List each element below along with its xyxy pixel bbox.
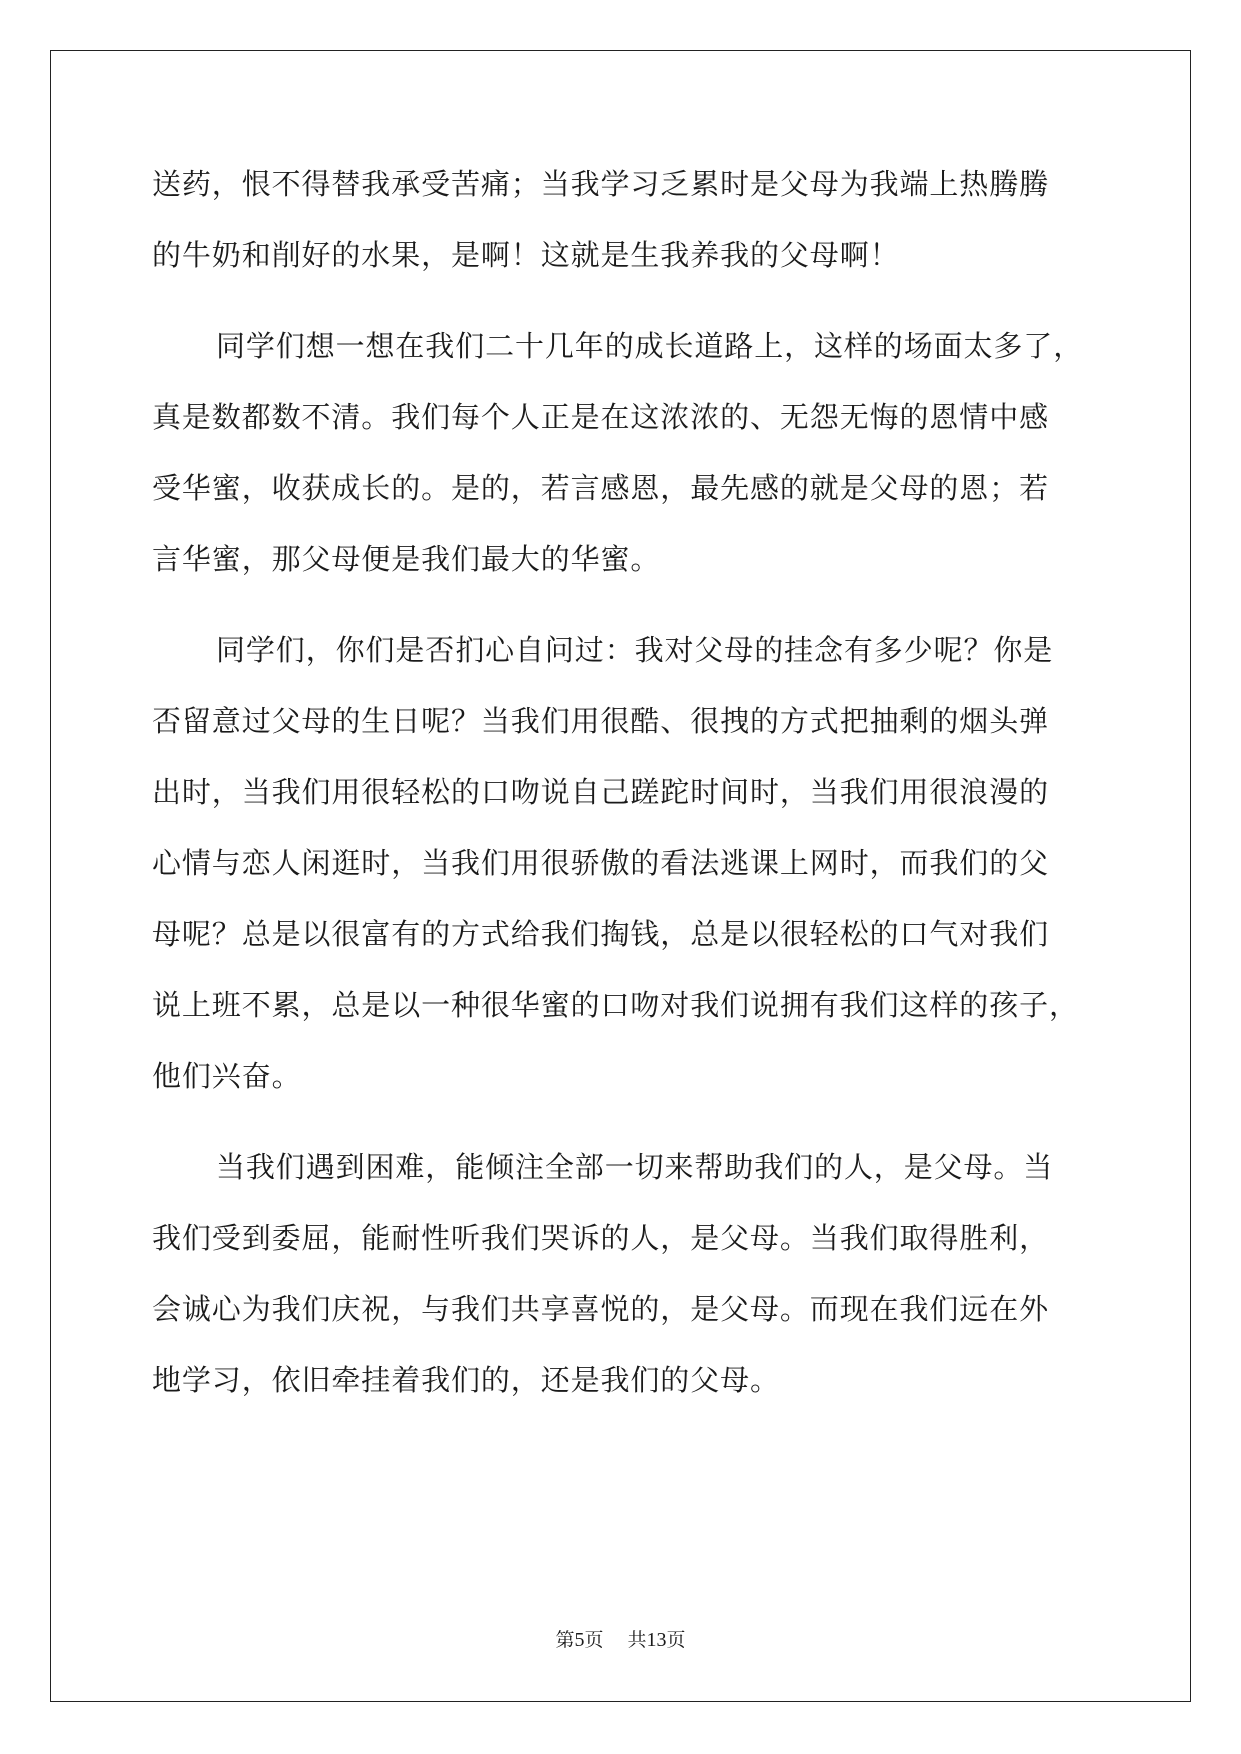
text-line: 出时，当我们用很轻松的口吻说自己蹉跎时间时，当我们用很浪漫的 xyxy=(152,775,1050,809)
footer-total-prefix: 共 xyxy=(627,1629,647,1651)
text-line: 说上班不累，总是以一种很华蜜的口吻对我们说拥有我们这样的孩子， xyxy=(152,988,1079,1022)
text-line: 受华蜜，收获成长的。是的，若言感恩，最先感的就是父母的恩；若 xyxy=(152,471,1050,505)
text-line: 同学们，你们是否扪心自问过：我对父母的挂念有多少呢？你是 xyxy=(216,633,1054,667)
total-pages: 13 xyxy=(646,1629,667,1651)
page-footer xyxy=(0,1628,1241,1652)
text-line: 当我们遇到困难，能倾注全部一切来帮助我们的人，是父母。当 xyxy=(216,1150,1054,1184)
text-line: 母呢？总是以很富有的方式给我们掏钱，总是以很轻松的口气对我们 xyxy=(152,917,1050,951)
page-number: 5 xyxy=(574,1629,585,1651)
text-line: 地学习，依旧牵挂着我们的，还是我们的父母。 xyxy=(152,1363,780,1397)
footer-prefix: 第 xyxy=(555,1629,575,1651)
footer-total-suffix: 页 xyxy=(666,1629,686,1651)
text-line: 心情与恋人闲逛时，当我们用很骄傲的看法逃课上网时，而我们的父 xyxy=(152,846,1050,880)
footer-page-suffix: 页 xyxy=(584,1629,604,1651)
text-line: 送药，恨不得替我承受苦痛；当我学习乏累时是父母为我端上热腾腾 xyxy=(152,167,1050,201)
text-line: 他们兴奋。 xyxy=(152,1059,302,1093)
text-line: 我们受到委屈，能耐性听我们哭诉的人，是父母。当我们取得胜利， xyxy=(152,1221,1050,1255)
text-line: 真是数都数不清。我们每个人正是在这浓浓的、无怨无悔的恩情中感 xyxy=(152,400,1050,434)
text-line: 言华蜜，那父母便是我们最大的华蜜。 xyxy=(152,542,661,576)
text-line: 的牛奶和削好的水果，是啊！这就是生我养我的父母啊！ xyxy=(152,238,900,272)
text-line: 否留意过父母的生日呢？当我们用很酷、很拽的方式把抽剩的烟头弹 xyxy=(152,704,1050,738)
document-body xyxy=(152,160,1092,1447)
text-line: 会诚心为我们庆祝，与我们共享喜悦的，是父母。而现在我们远在外 xyxy=(152,1292,1050,1326)
text-line: 同学们想一想在我们二十几年的成长道路上，这样的场面太多了， xyxy=(216,329,1084,363)
